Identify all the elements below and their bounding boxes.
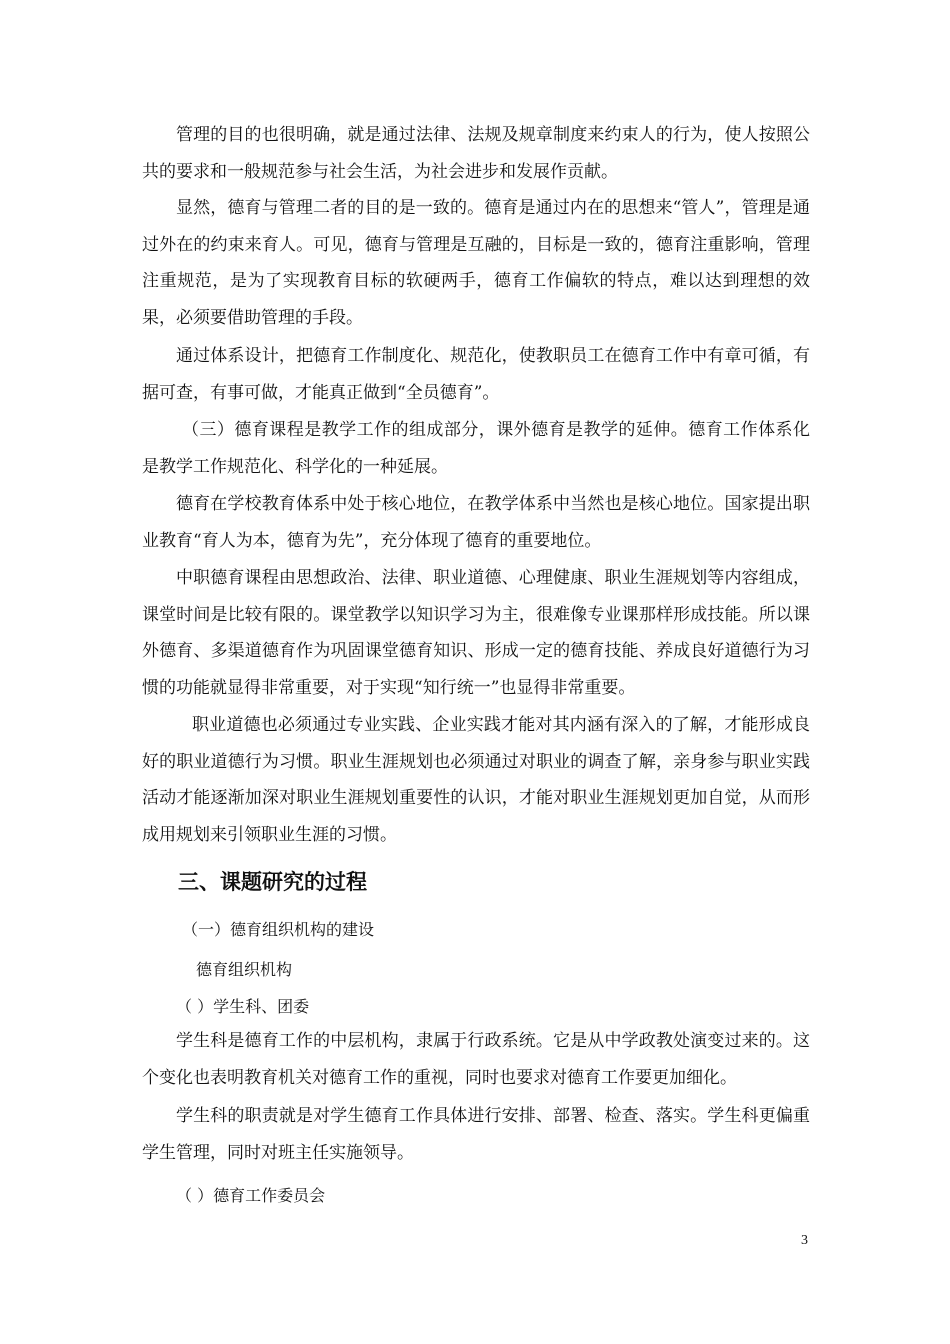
page-number: 3 (801, 1233, 808, 1248)
section-heading: 三、课题研究的过程 (178, 869, 367, 894)
subsection-heading: （一）德育组织机构的建设 (182, 920, 375, 939)
org-title: 德育组织机构 (196, 960, 293, 979)
paragraph: 职业道德也必须通过专业实践、企业实践才能对其内涵有深入的了解，才能形成良好的职业道德行为习惯。职业生涯规划也必须通过对职业的调查了解，亲身参与职业实践活动才能逐渐加深对职业生涯规划重要性的认识，才能对职业生涯规划更加自觉，从而形成用规划来引领职业生涯的习惯。 (142, 715, 810, 845)
paragraph: 学生科的职责就是对学生德育工作具体进行安排、部署、检查、落实。学生科更偏重学生管理，同时对班主任实施领导。 (142, 1106, 810, 1163)
paragraph: 中职德育课程由思想政治、法律、职业道德、心理健康、职业生涯规划等内容组成，课堂时间是比较有限的。课堂教学以知识学习为主，很难像专业课那样形成技能。所以课外德育、多渠道德育作为巩固课堂德育知识、形成一定的德育技能、养成良好道德行为习惯的功能就显得非常重要，对于实现“知行统一”也显得非常重要。 (142, 568, 810, 698)
paragraph: 通过体系设计，把德育工作制度化、规范化，使教职员工在德育工作中有章可循，有据可查，有事可做，才能真正做到“全员德育”。 (142, 346, 810, 403)
paragraph: 管理的目的也很明确，就是通过法律、法规及规章制度来约束人的行为，使人按照公共的要求和一般规范参与社会生活，为社会进步和发展作贡献。 (142, 125, 810, 182)
paragraph: 德育在学校教育体系中处于核心地位，在教学体系中当然也是核心地位。国家提出职业教育“育人为本，德育为先”，充分体现了德育的重要地位。 (142, 494, 810, 551)
paragraph: （三）德育课程是教学工作的组成部分，课外德育是教学的延伸。德育工作体系化是教学工作规范化、科学化的一种延展。 (142, 420, 810, 477)
paragraph: 学生科是德育工作的中层机构，隶属于行政系统。它是从中学政教处演变过来的。这个变化也表明教育机关对德育工作的重视，同时也要求对德育工作要更加细化。 (142, 1031, 810, 1088)
paragraph: 显然，德育与管理二者的目的是一致的。德育是通过内在的思想来“管人”，管理是通过外在的约束来育人。可见，德育与管理是互融的，目标是一致的，德育注重影响，管理注重规范，是为了实现教育目标的软硬两手，德育工作偏软的特点，难以达到理想的效果，必须要借助管理的手段。 (142, 198, 810, 328)
list-item: （ ）德育工作委员会 (176, 1186, 326, 1205)
list-item: （ ）学生科、团委 (176, 997, 310, 1016)
